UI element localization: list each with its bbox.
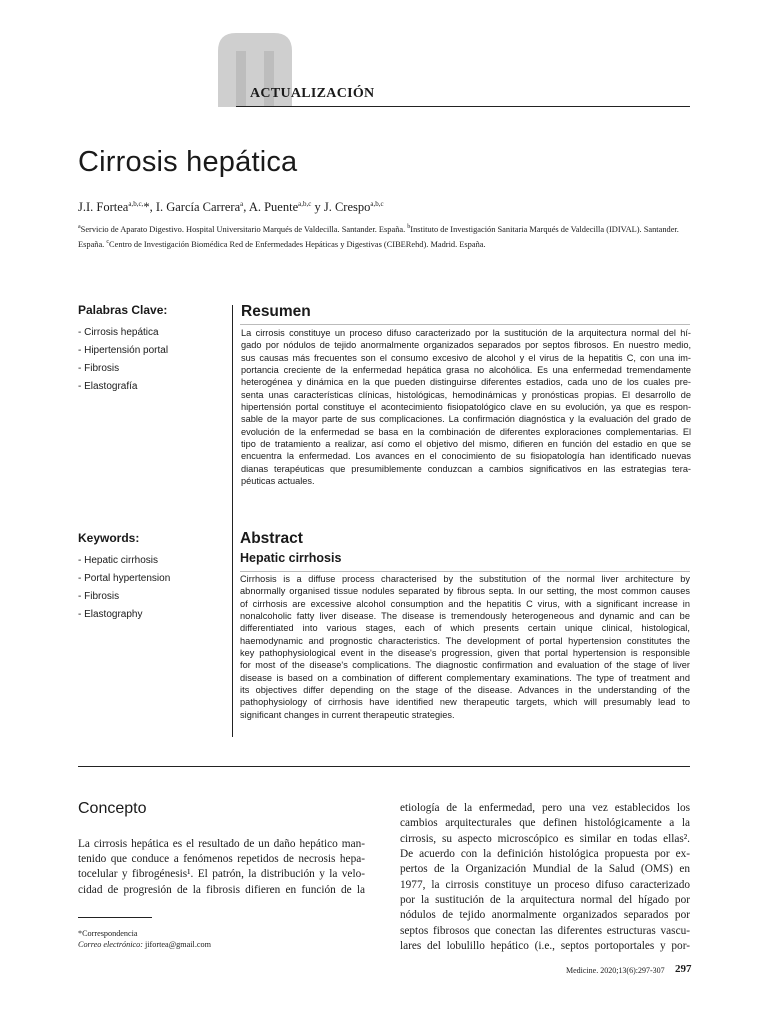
text-line: tipo de tratamiento a realizar, así como el objetivo del mismo, difieren en función del estadio en que se [241,439,691,450]
text-line: abnormally organised tissue nodules separated by fibrous septa. In our setting, the most common causes [240,586,690,597]
text-line: tocelular y fibrogénesis¹. El patrón, la distribución y la velo- [78,868,365,881]
text-line: Cirrhosis is a diffuse process characterised by the substitution of the normal liver architecture by [240,574,690,584]
text-line: por la sustitución de la arquitectura normal del hígado por [400,894,690,907]
text-line: disease is based on a combination of different complementary examinations. The type of treatment and [240,672,690,683]
keyword-item: - Fibrosis [78,591,120,602]
affiliation-mark: c [106,239,110,246]
text-line: cidad de progresión de la fibrosis difieren en función de la [78,883,365,896]
text-line: cambios arquitecturales que definen histológicamente a la [400,817,690,830]
affiliation-mark: b [407,224,411,230]
author-name: J.I. Fortea [78,200,129,215]
author-list: J.I. Fortea$^{a,b,c,}$*, I. García Carrera$^a$, A. Puente$^{a,b,c}$ y J. Crespo$^{a,b,c}$ [78,200,384,215]
keyword-item: - Elastografía [78,381,138,392]
text-line: senta unas características clínicas, histológicas, hemodinámicas y pronósticas propias. El desarrollo de [241,389,691,400]
text-line: etiología de la enfermedad, pero una vez establecidos los [400,802,690,814]
text-line: 1977, la cirrosis constituye un proceso difuso caracterizado [400,878,690,891]
abstract-heading: Abstract [240,530,303,547]
text-line: gado por nódulos de tejido anormalmente organizados separados por septos fibrosos. En nuestro medio, [241,340,691,351]
text-line: cirrosis, su aspecto microscópico es similar en todas ellas². [400,832,690,845]
text-line: pathophysiology of cirrhosis have identified new therapeutic targets, which will presumably lead to [240,697,690,708]
text-line: nódulos de tejido anormalmente organizados separados por [400,909,690,922]
author-name: I. García Carrera [155,200,241,215]
keyword-item: - Portal hypertension [78,573,171,584]
abstract-text [240,573,690,721]
body-rule [78,766,690,767]
text-line: sus causas más frecuentes son el consumo excesivo de alcohol y el virus de la hepatitis C, con una im- [241,352,691,363]
corresponding-author-mark: * [143,200,150,215]
text-line: for most of the disease's complications. The diagnostic confirmation and evaluation of the stage of liver [240,660,690,671]
text-line: evolución de la enfermedad se basa en la combinación de diferentes exploraciones complementarias. El [241,426,691,437]
text-line: portancia creciente de la enfermedad hepática grasa no alcohólica. Es una enfermedad tremendamente [241,365,691,376]
author-affiliation-mark: a [240,200,244,208]
concepto-heading: Concepto [78,800,147,817]
text-line: De acuerdo con la definición histológica propuesta por ex- [400,848,690,861]
text-line: of cirrhosis are excessive alcohol consumption and the hepatitis C virus, with a significant increase in [240,598,690,609]
keywords-es-heading: Palabras Clave: [78,303,168,317]
text-line: its objectives differ depending on the stage of the disease. Advances in the understanding of the [240,685,690,696]
affiliation-text: Instituto de Investigación Sanitaria Marqués de Valdecilla (IDIVAL). Santander. España. [78,224,679,250]
resumen-rule [240,324,690,325]
author-affiliation-mark: a,b,c, [128,200,144,208]
text-line: septos fibrosos que conectan las diferentes estructuras vascu- [400,924,690,937]
text-line: significant changes in current therapeutic strategies. [240,709,455,720]
text-line: tenido que conduce a fenómenos repetidos de necrosis hepa- [78,853,365,866]
text-line: encuentra la enfermedad. Los avances en el conocimiento de su fisiopatología han identificado nuevas [241,451,691,462]
text-line: key pathophysiological event in the disease's progression, given that portal hypertension is responsible [240,648,690,659]
article-title: Cirrosis hepática [78,146,298,178]
text-line: nonalcoholic fatty liver disease. The disease is tremendously heterogeneous and dynamic and can be [240,611,690,622]
keywords-en-list [78,552,170,624]
author-name: J. Crespo [323,200,371,215]
email-address[interactable]: jifortea@gmail.com [145,940,211,949]
footnote [78,928,211,950]
abstract-rule [240,571,690,572]
text-line: dianas terapéuticas que presumiblemente conduzcan a cambios significativos en las estrategias tera- [241,463,691,474]
concepto-text [78,837,365,898]
text-line: péuticas actuales. [241,476,315,487]
journal-citation: Medicine. 2020;13(6):297-307 [566,966,665,975]
keyword-item: - Fibrosis [78,363,120,374]
footnote-rule [78,917,152,918]
text-line: sable de la mayor parte de sus complicaciones. La confirmación diagnóstica y la evaluación del grado de [241,414,691,425]
abstract-subheading: Hepatic cirrhosis [240,551,342,565]
keyword-item: - Hipertensión portal [78,345,169,356]
text-line: pertos de la Organización Mundial de la Salud (OMS) en [400,863,690,876]
keywords-es-list [78,324,168,396]
text-line: lares del lobulillo hepático (i.e., septos portoportales y por- [400,940,690,953]
column-divider [232,305,233,737]
keyword-item: - Hepatic cirrhosis [78,555,159,566]
author-name: A. Puente [248,200,299,215]
text-line: hipertensión portal constituye el acontecimiento fisiopatológico clave en su evolución, ya que es respon- [241,402,691,413]
author-affiliation-mark: a,b,c [370,200,384,208]
email-label: Correo electrónico: [78,940,143,949]
text-line: heterogénea y dinámica en la que pueden distinguirse diferentes estadios, cada uno de los cuales pre- [241,377,691,388]
page-number: 297 [675,963,692,975]
keyword-item: - Cirrosis hepática [78,327,159,338]
body-column-2-text [400,801,690,954]
section-label: ACTUALIZACIÓN [250,86,375,101]
email-line [78,939,211,950]
keywords-en-heading: Keywords: [78,531,140,545]
resumen-text [241,327,691,487]
author-affiliation-mark: a,b,c [298,200,312,208]
text-line: La cirrosis hepática es el resultado de un daño hepático man- [78,838,365,850]
affiliation-text: Centro de Investigación Biomédica Red de Enfermedades Hepáticas y Digestivas (CIBERehd). Madrid. España. [109,240,486,250]
affiliations [78,221,688,252]
affiliation-mark: a [78,224,81,230]
resumen-heading: Resumen [241,303,311,320]
correspondence-label: *Correspondencia [78,929,138,938]
text-line: differentiated into various stages, each of which presents certain unique clinical, histological, [240,623,690,634]
keyword-item: - Elastography [78,609,143,620]
affiliation-text: Servicio de Aparato Digestivo. Hospital Universitario Marqués de Valdecilla. Santander. España. [80,224,408,234]
text-line: haemodynamic and prognostic characteristics. The development of portal hypertension constitutes the [240,635,690,646]
header-rule [236,106,690,107]
text-line: La cirrosis constituye un proceso difuso caracterizado por la sustitución de la arquitectura normal del hí- [241,328,691,338]
